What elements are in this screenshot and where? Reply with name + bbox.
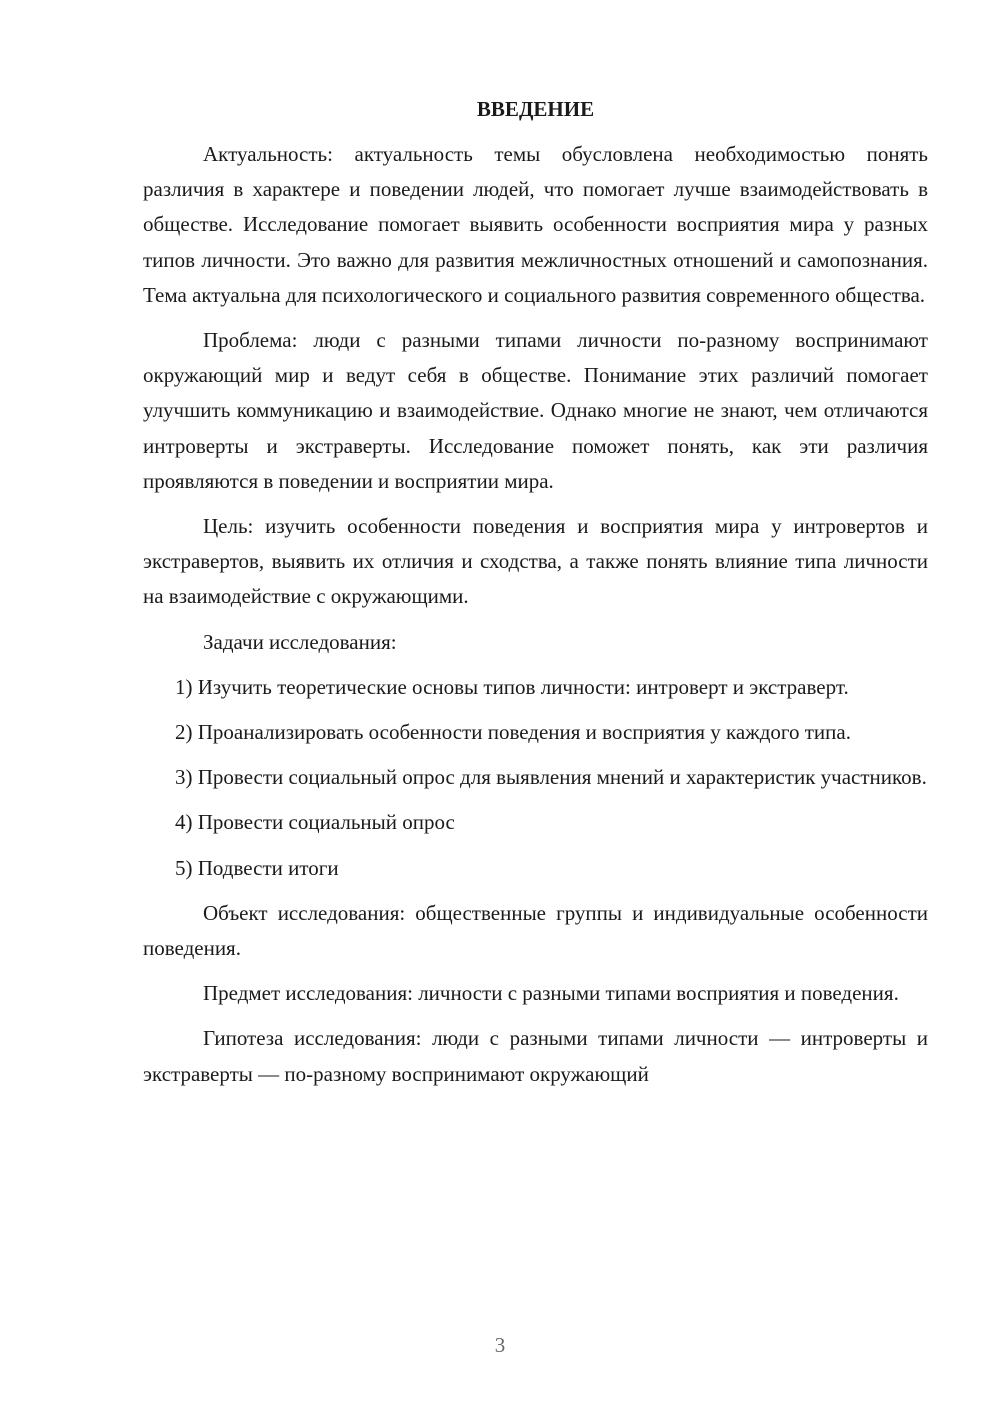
task-item: 5) Подвести итоги [175, 855, 339, 880]
task-item: 2) Проанализировать особенности поведения и восприятия у каждого типа. [175, 720, 851, 745]
task-item: 4) Провести социальный опрос [175, 810, 455, 835]
section-title: ВВЕДЕНИЕ [476, 97, 595, 121]
object-paragraph: Объект исследования: общественные группы и индивидуальные особенности поведения. [143, 900, 928, 961]
tasks-heading: Задачи исследования: [203, 629, 397, 654]
relevance-paragraph: Актуальность: актуальность темы обусловлена необходимостью понять различия в характере и поведении людей, что помогает лучше взаимодействовать в обществе. Исследование помогает выявить особенности восприятия мира у разных типов личности. Это важно для развития межличностных отношений и самопознания. Тема актуальна для психологического и социального развития современного общества. [143, 142, 928, 307]
document-page [143, 92, 928, 1092]
page-number: 3 [494, 1333, 506, 1357]
problem-paragraph: Проблема: люди с разными типами личности по-разному воспринимают окружающий мир и ведут себя в обществе. Понимание этих различий помогает улучшить коммуникацию и взаимодействие. Однако многие не знают, чем отличаются интроверты и экстраверты. Исследование поможет понять, как эти различия проявляются в поведении и восприятии мира. [143, 328, 928, 493]
task-item: 3) Провести социальный опрос для выявления мнений и характеристик участников. [175, 765, 927, 790]
subject-paragraph: Предмет исследования: личности с разными типами восприятия и поведения. [203, 981, 899, 1006]
hypothesis-paragraph: Гипотеза исследования: люди с разными типами личности — интроверты и экстраверты — по-разному воспринимают окружающий [143, 1026, 928, 1086]
goal-paragraph: Цель: изучить особенности поведения и восприятия мира у интровертов и экстравертов, выявить их отличия и сходства, а также понять влияние типа личности на взаимодействие с окружающими. [143, 514, 928, 609]
task-item: 1) Изучить теоретические основы типов личности: интроверт и экстраверт. [175, 674, 849, 699]
